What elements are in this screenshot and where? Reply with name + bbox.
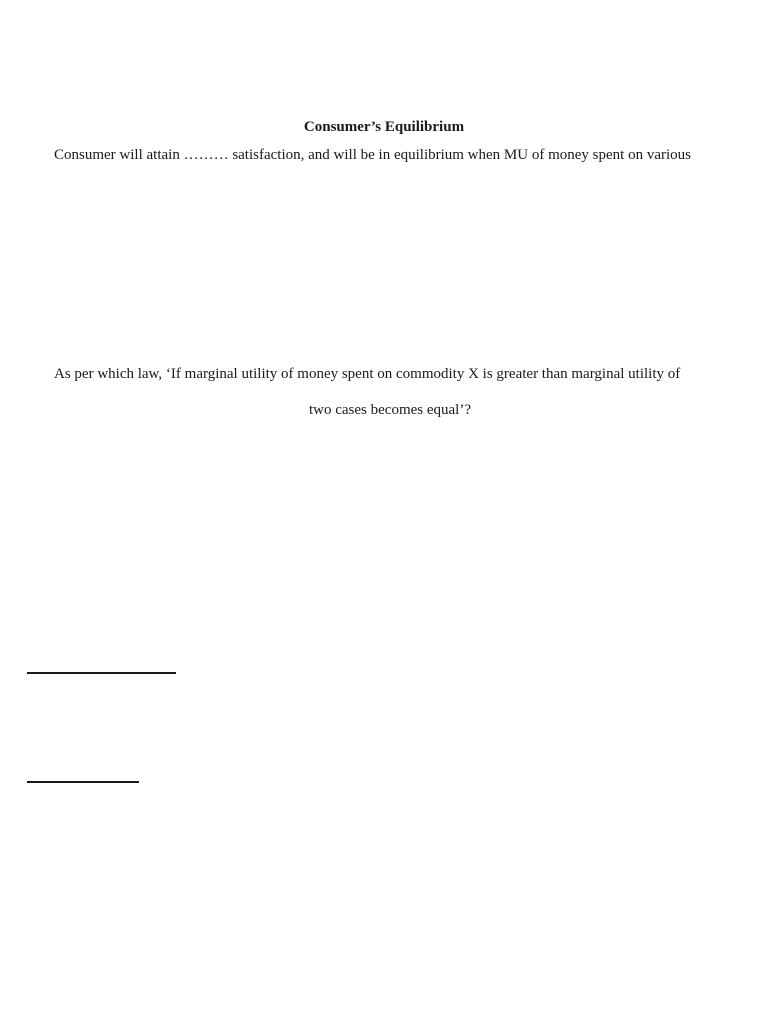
- section-heading: Consumer’s Equilibrium: [303, 119, 465, 135]
- answer-underline-1: [27, 672, 176, 674]
- question-2-text-line-1: As per which law, ‘If marginal utility of money spent on commodity X is greater than marginal utility of: [54, 366, 681, 382]
- question-2-text-line-2: two cases becomes equal’?: [308, 402, 471, 418]
- question-1-text: Consumer will attain ……… satisfaction, and will be in equilibrium when MU of money spent on various: [54, 147, 691, 163]
- answer-underline-2: [27, 781, 139, 783]
